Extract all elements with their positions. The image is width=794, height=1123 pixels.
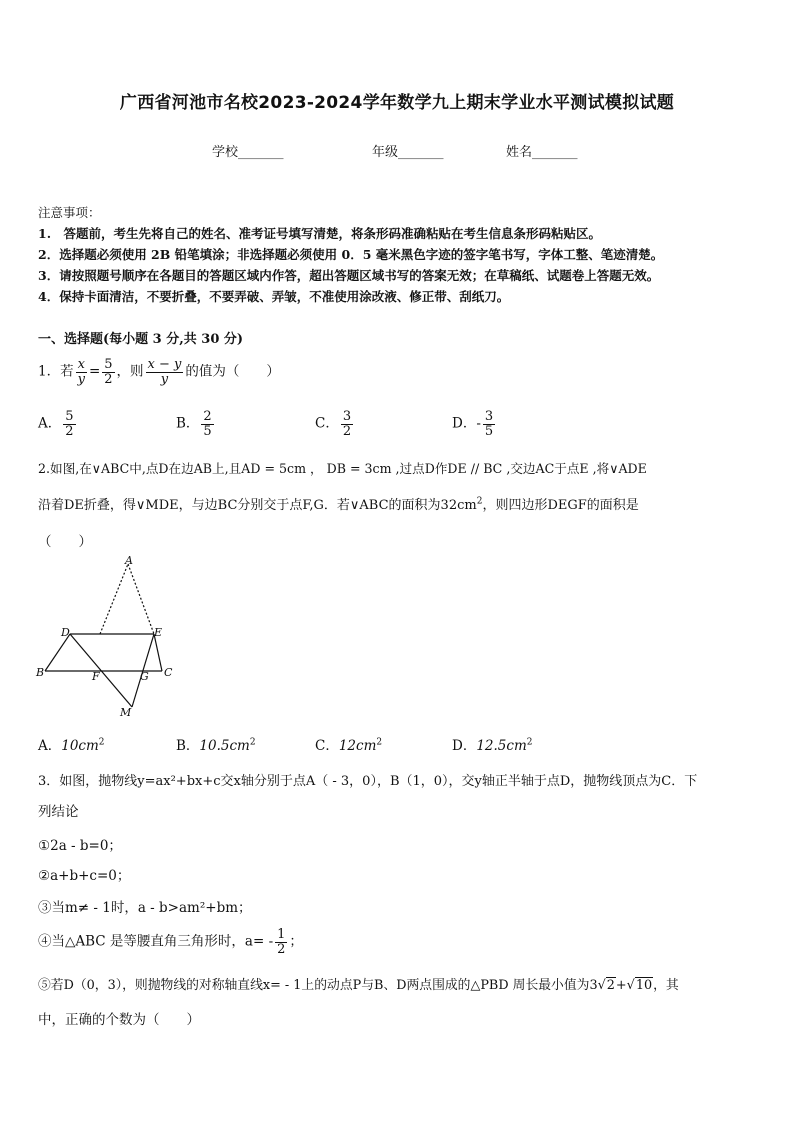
- segment-bd: [45, 634, 70, 671]
- segment-ec: [154, 634, 162, 671]
- label-f: F: [92, 670, 100, 683]
- fold-line-ae: [128, 564, 154, 634]
- q2-option-d[interactable]: D．$12.5cm^2$: [452, 737, 533, 754]
- label-g: G: [140, 670, 149, 683]
- q3-conclusion-1: ①2a - b=0；: [38, 838, 122, 854]
- school-field: 学校_______: [212, 145, 284, 160]
- grade-field: 年级_______: [372, 145, 444, 160]
- q1-fraction-52: $\frac{5}{2}$: [104, 357, 113, 387]
- q3-conclusion-4: ④当△ABC 是等腰直角三角形时，a= - $\frac{1}{2}$ ；: [38, 927, 303, 957]
- q1-fraction-expr: $\frac{x - y}{y}$: [147, 357, 182, 387]
- question-1: 1．若 $\frac{x}{y}$ = $\frac{5}{2}$ ，则 $\frac{x - y}{y}$ 的值为（ ）: [38, 357, 280, 387]
- q2-option-a[interactable]: A．$10cm^2$: [38, 737, 105, 754]
- label-b: B: [36, 666, 45, 679]
- name-field: 姓名_______: [506, 145, 578, 160]
- q3-last-line: 中，正确的个数为（ ）: [38, 1012, 200, 1028]
- notice-item: 1. 答题前，考生先将自己的姓名、准考证号填写清楚，将条形码准确粘贴在考生信息条形码粘贴区。: [38, 226, 602, 241]
- notice-item: 2．选择题必须使用 2B 铅笔填涂；非选择题必须使用 0．5 毫米黑色字迹的签字笔书写，字体工整、笔迹清楚。: [38, 247, 664, 262]
- page-title: 广西省河池市名校2023-2024学年数学九上期末学业水平测试模拟试题: [119, 93, 675, 113]
- q1-option-a[interactable]: A． $\frac{5}{2}$: [38, 409, 74, 439]
- label-a: A: [125, 554, 133, 567]
- section-heading: 一、选择题(每小题 3 分,共 30 分): [38, 332, 244, 347]
- label-m: M: [120, 706, 132, 719]
- notice-heading: 注意事项：: [38, 205, 101, 220]
- q1-number: 1．若: [38, 363, 74, 380]
- q2-line1: 2.如图,在∨ABC中,点D在边AB上,且AD = 5cm ， DB = 3cm ,过点D作DE // BC ,交边AC于点E ,将∨ADE: [38, 461, 647, 476]
- q2-line3: （ ）: [38, 534, 92, 550]
- q1-option-b[interactable]: B． $\frac{2}{5}$: [176, 409, 212, 439]
- fold-line-da: [100, 564, 128, 634]
- q2-line2: 沿着DE折叠，得∨MDE，与边BC分别交于点F,G．若∨ABC的面积为$32cm^2$，则四边形DEGF的面积是: [38, 496, 639, 513]
- q3-conclusion-3: ③当m≠ - 1时，a - b>am²+bm；: [38, 900, 252, 916]
- q3-line2: 列结论: [38, 804, 79, 820]
- q3-line1: 3．如图，抛物线y=ax²+bx+c交x轴分别于点A（ - 3，0），B（1，0），交y轴正半轴于点D，抛物线顶点为C．下: [38, 774, 698, 789]
- label-d: D: [61, 626, 70, 639]
- notice-item: 4．保持卡面清洁，不要折叠，不要弄破、弄皱，不准使用涂改液、修正带、刮纸刀。: [38, 289, 510, 304]
- q3-conclusion-2: ②a+b+c=0；: [38, 868, 131, 884]
- q1-option-d[interactable]: D．- $\frac{3}{5}$: [452, 409, 494, 439]
- notice-item: 3．请按照题号顺序在各题目的答题区域内作答，超出答题区域书写的答案无效；在草稿纸、试题卷上答题无效。: [38, 268, 660, 283]
- q2-figure: [30, 552, 190, 722]
- q1-fraction-xy: $\frac{x}{y}$: [77, 357, 85, 387]
- label-e: E: [154, 626, 163, 639]
- q1-option-c[interactable]: C． $\frac{3}{2}$: [315, 409, 352, 439]
- label-c: C: [164, 666, 173, 679]
- q2-option-c[interactable]: C．$12cm^2$: [315, 737, 383, 754]
- q2-option-b[interactable]: B．$10.5cm^2$: [176, 737, 256, 754]
- q3-conclusion-5: ⑤若D（0，3），则抛物线的对称轴直线x= - 1上的动点P与B、D两点围成的△PBD 周长最小值为3√2+√10，其: [38, 978, 679, 993]
